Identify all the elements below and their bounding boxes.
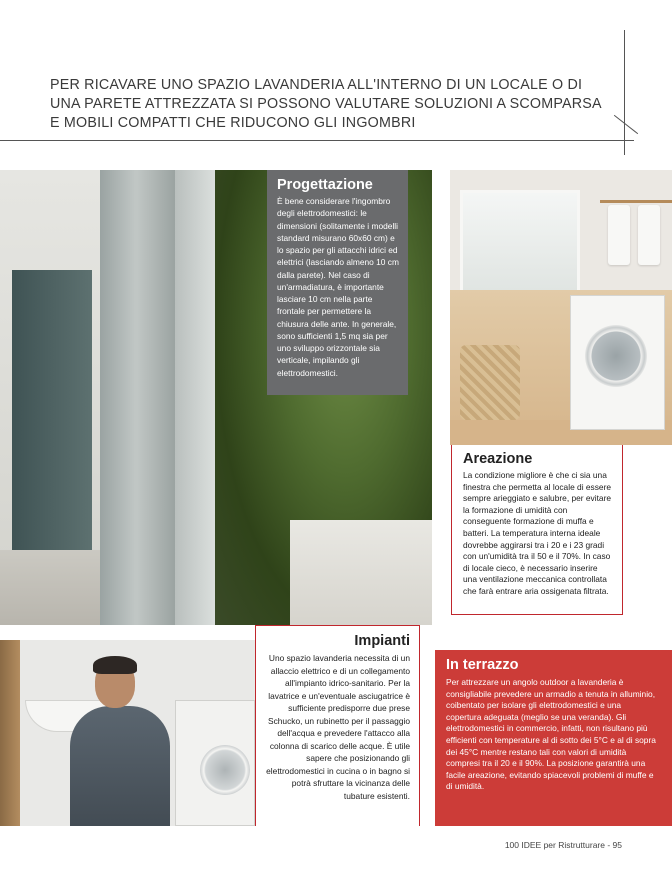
impianti-body: Uno spazio lavanderia necessita di un allaccio elettrico e di un collegamento all'impianto idrico-sanitario. Per la lavatrice e un'eventuale asciugatrice è sufficiente predisporre due prese Schucko, un rubinetto per il passaggio dell'acqua e prevedere l'attacco alla colonna di scarico delle acque. È utile sapere che posizionando gli elettrodomestici in cucina o in bagno si potrà sfruttare la vicinanza delle tubature esistenti.: [266, 653, 410, 801]
progettazione-title: Progettazione: [277, 177, 373, 193]
areazione-title: Areazione: [463, 451, 533, 467]
photo-washer-drum: [200, 745, 250, 795]
areazione-box: [451, 445, 623, 615]
terrazzo-title: In terrazzo: [446, 657, 519, 673]
vertical-rule: [624, 30, 625, 155]
photo-washer-drum: [585, 325, 647, 387]
photo-towel-rail: [600, 200, 672, 203]
progettazione-body: È bene considerare l'ingombro degli elettrodomestici: le dimensioni (solitamente i modelli standard misurano 60x60 cm) e lo spazio per gli attacchi idrici ed elettrici (lasciando almeno 10 cm dalla parete). Nel caso di un'armadiatura, è importante lasciare 10 cm nella parte frontale per permettere la chiusura delle ante. In generale, sono sufficienti 1,5 mq sia per uno sviluppo orizzontale sia verticale, impilando gli elettrodomestici.: [277, 196, 399, 378]
terrazzo-box: [435, 650, 672, 826]
photo-door: [12, 270, 92, 570]
photo-man-hair: [93, 656, 137, 674]
photo-basket: [460, 345, 520, 420]
terrazzo-body: Per attrezzare un angolo outdoor a lavanderia è consigliabile prevedere un armadio a tenuta in alluminio, coibentato per isolare gli elettrodomestici e una copertura adeguata (meglio se una veranda). Gli elettrodomestici in commercio, infatti, non risultano più efficienti con temperature al di sotto dei 5°C e al di sopra dei 45°C mentre restano tali con valori di umidità compresi tra il 20 e il 90%. La posizione garantirà una facile areazione, evitando spiacevoli problemi di muffe e di umidità.: [446, 677, 656, 792]
impianti-title: Impianti: [354, 633, 410, 649]
progettazione-box: [267, 170, 408, 395]
photo-man-body: [70, 706, 170, 826]
photo-plumber: [0, 640, 255, 826]
corner-mark: [614, 115, 638, 134]
areazione-body: La condizione migliore è che ci sia una finestra che permetta al locale di essere sempre arieggiato e salubre, per evitare la formazione di umidità con conseguente formazione di muffa e batteri. La temperatura interna ideale dovrebbe aggirarsi tra i 20 e i 23 gradi con un'umidità tra il 50 e il 70%. In caso di locale cieco, è necessario inserire una ventilazione meccanica controllata che farà entrare aria ossigenata filtrata.: [463, 470, 612, 596]
horizontal-rule: [0, 140, 634, 141]
photo-laundry-room: [450, 170, 672, 445]
photo-towel: [608, 205, 630, 265]
photo-planter: [290, 520, 432, 625]
page-footer: 100 IDEE per Ristrutturare - 95: [504, 840, 622, 850]
intro-heading: PER RICAVARE UNO SPAZIO LAVANDERIA ALL'INTERNO DI UN LOCALE O DI UNA PARETE ATTREZZATA SI POSSONO VALUTARE SOLUZIONI A SCOMPARSA E MOBILI COMPATTI CHE RIDUCONO GLI INGOMBRI: [50, 77, 601, 131]
photo-towel: [638, 205, 660, 265]
impianti-box: [255, 625, 420, 826]
photo-glass-panel: [175, 170, 220, 625]
photo-wood-panel: [0, 640, 20, 826]
